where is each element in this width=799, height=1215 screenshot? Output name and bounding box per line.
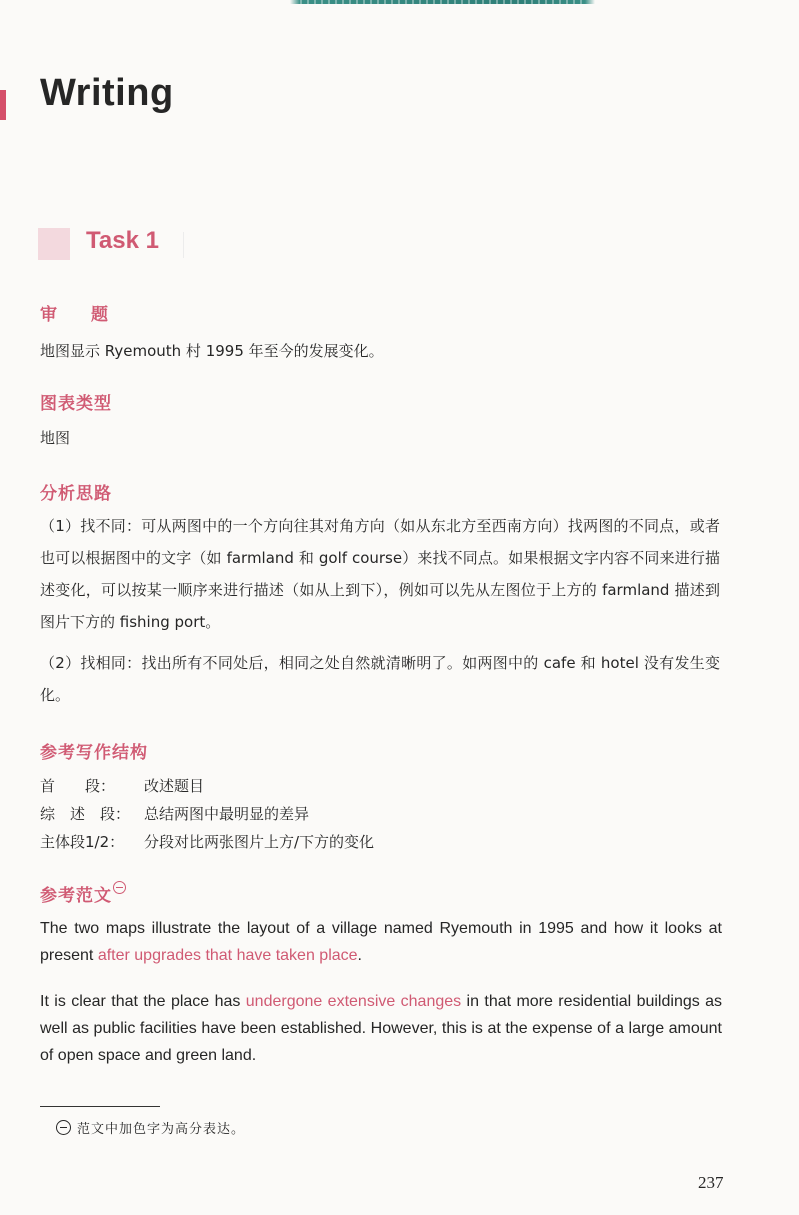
sample-paragraph-2 (40, 988, 722, 1069)
structure-text: 总结两图中最明显的差异 (144, 805, 310, 823)
footnote-marker-icon (56, 1120, 71, 1135)
heading-chart-type: 图表类型 (40, 394, 112, 414)
highlight-phrase: undergone extensive changes (245, 993, 462, 1010)
chart-type-text: 地图 (40, 429, 71, 447)
footnote-mark-icon (113, 881, 126, 894)
task-divider (183, 232, 184, 258)
structure-label: 综 述 段： (40, 805, 131, 823)
sample-text: in that more residential buildings as well as public facilities have been established. However, this is at the expense of a large amount of open space and green land. (40, 993, 723, 1064)
task-title: Task 1 (86, 227, 159, 254)
structure-row (40, 803, 309, 824)
footnote-rule (40, 1106, 160, 1107)
structure-text: 改述题目 (144, 777, 205, 795)
structure-text: 分段对比两张图片上方/下方的变化 (144, 833, 375, 851)
top-band-pattern (300, 0, 585, 4)
structure-row (40, 775, 204, 796)
heading-analysis: 分析思路 (40, 484, 112, 504)
highlight-phrase: after upgrades that have taken place (97, 947, 358, 964)
structure-label: 首 段： (40, 777, 116, 795)
review-text: 地图显示 Ryemouth 村 1995 年至今的发展变化。 (40, 342, 384, 360)
heading-review: 审题 (40, 305, 142, 325)
side-thumb-tab (0, 90, 6, 120)
footnote (56, 1118, 245, 1137)
sample-paragraph-1 (40, 915, 722, 969)
structure-row (40, 831, 374, 852)
sample-text: . (357, 947, 362, 964)
page-number: 237 (698, 1173, 724, 1192)
sample-text: It is clear that the place has (40, 993, 246, 1010)
page-title: Writing (40, 72, 174, 114)
heading-sample-essay (40, 881, 126, 906)
footnote-text: 范文中加色字为高分表达。 (77, 1122, 246, 1137)
sample-heading-text: 参考范文 (40, 886, 112, 906)
analysis-paragraph-2: （2）找相同：找出所有不同处后，相同之处自然就清晰明了。如两图中的 cafe 和 hotel 没有发生变化。 (40, 654, 720, 704)
task-marker-box (38, 228, 70, 260)
sample-text: The two maps illustrate the layout of a village named Ryemouth in 1995 and how it looks at present (40, 920, 722, 964)
heading-structure: 参考写作结构 (40, 743, 148, 763)
structure-label: 主体段1/2： (40, 833, 125, 851)
analysis-paragraph-1: （1）找不同：可从两图中的一个方向往其对角方向（如从东北方至西南方向）找两图的不同点，或者也可以根据图中的文字（如 farmland 和 golf course）来找不同点。如果根据文字内容不同来进行描述变化，可以按某一顺序来进行描述（如从上到下），例如可以先从左图位于上方的 farmland 描述到图片下方的 fishing port。 (40, 517, 720, 631)
